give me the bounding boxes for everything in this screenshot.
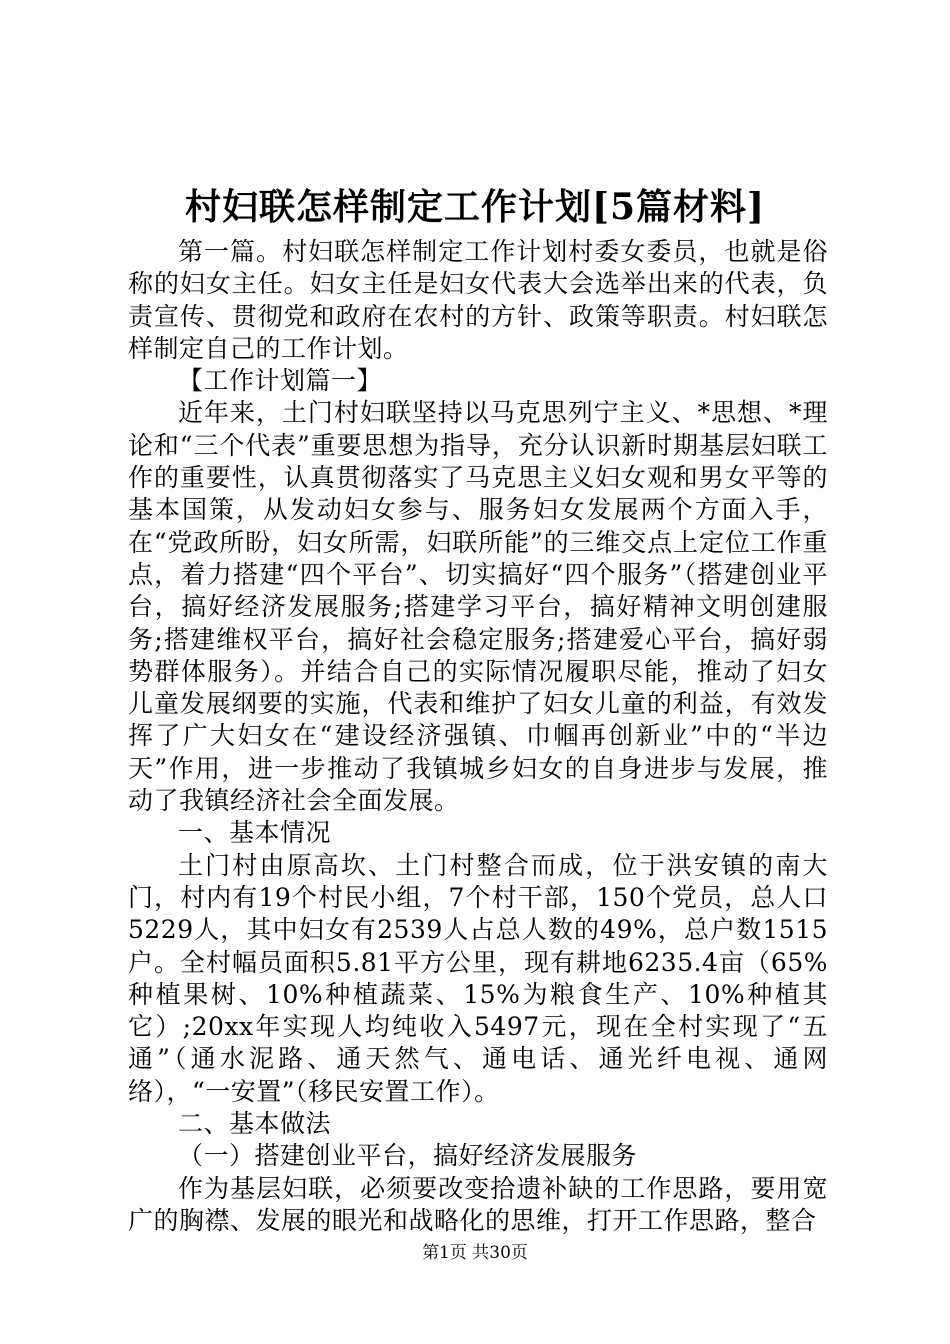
- document-body: [128, 236, 828, 1237]
- subsection-heading-entrepreneurship: （一）搭建创业平台，搞好经济发展服务: [178, 1141, 638, 1171]
- page-footer: 第1页 共30页: [422, 1243, 528, 1263]
- document-title: 村妇联怎样制定工作计划[5篇材料]: [184, 186, 766, 228]
- section-heading-plan-one: 【工作计划篇一】: [178, 366, 383, 396]
- paragraph-overview: 近年来，土门村妇联坚持以马克思列宁主义、*思想、*理论和“三个代表”重要思想为指导，充分认识新时期基层妇联工作的重要性，认真贯彻落实了马克思主义妇女观和男女平等的基本国策，从发动妇女参与、服务妇女发展两个方面入手，在“党政所盼，妇女所需，妇联所能”的三维交点上定位工作重点，着力搭建“四个平台”、切实搞好“四个服务”（搭建创业平台，搞好经济发展服务;搭建学习平台，搞好精神文明创建服务;搭建维权平台，搞好社会稳定服务;搭建爱心平台，搞好弱势群体服务）。并结合自己的实际情况履职尽能，推动了妇女儿童发展纲要的实施，代表和维护了妇女儿童的利益，有效发挥了广大妇女在“建设经济强镇、巾帼再创新业”中的“半边天”作用，进一步推动了我镇城乡妇女的自身进步与发展，推动了我镇经济社会全面发展。: [128, 398, 828, 816]
- paragraph-grassroots: 作为基层妇联，必须要改变拾遗补缺的工作思路，要用宽广的胸襟、发展的眼光和战略化的思维，打开工作思路，整合: [128, 1173, 828, 1235]
- section-heading-basic-situation: 一、基本情况: [178, 818, 332, 848]
- section-heading-basic-methods: 二、基本做法: [178, 1109, 332, 1139]
- paragraph-intro: 第一篇。村妇联怎样制定工作计划村委女委员，也就是俗称的妇女主任。妇女主任是妇女代表大会选举出来的代表，负责宣传、贯彻党和政府在农村的方针、政策等职责。村妇联怎样制定自己的工作计划。: [128, 237, 828, 363]
- paragraph-village-facts: 土门村由原高坎、土门村整合而成，位于洪安镇的南大门，村内有19个村民小组，7个村干部，150个党员，总人口5229人，其中妇女有2539人占总人数的49%，总户数1515户。全村幅员面积5.81平方公里，现有耕地6235.4亩（65%种植果树、10%种植蔬菜、15%为粮食生产、10%种植其它）;20xx年实现人均纯收入5497元，现在全村实现了“五通”（通水泥路、通天然气、通电话、通光纤电视、通网络），“一安置”（移民安置工作）。: [128, 850, 828, 1106]
